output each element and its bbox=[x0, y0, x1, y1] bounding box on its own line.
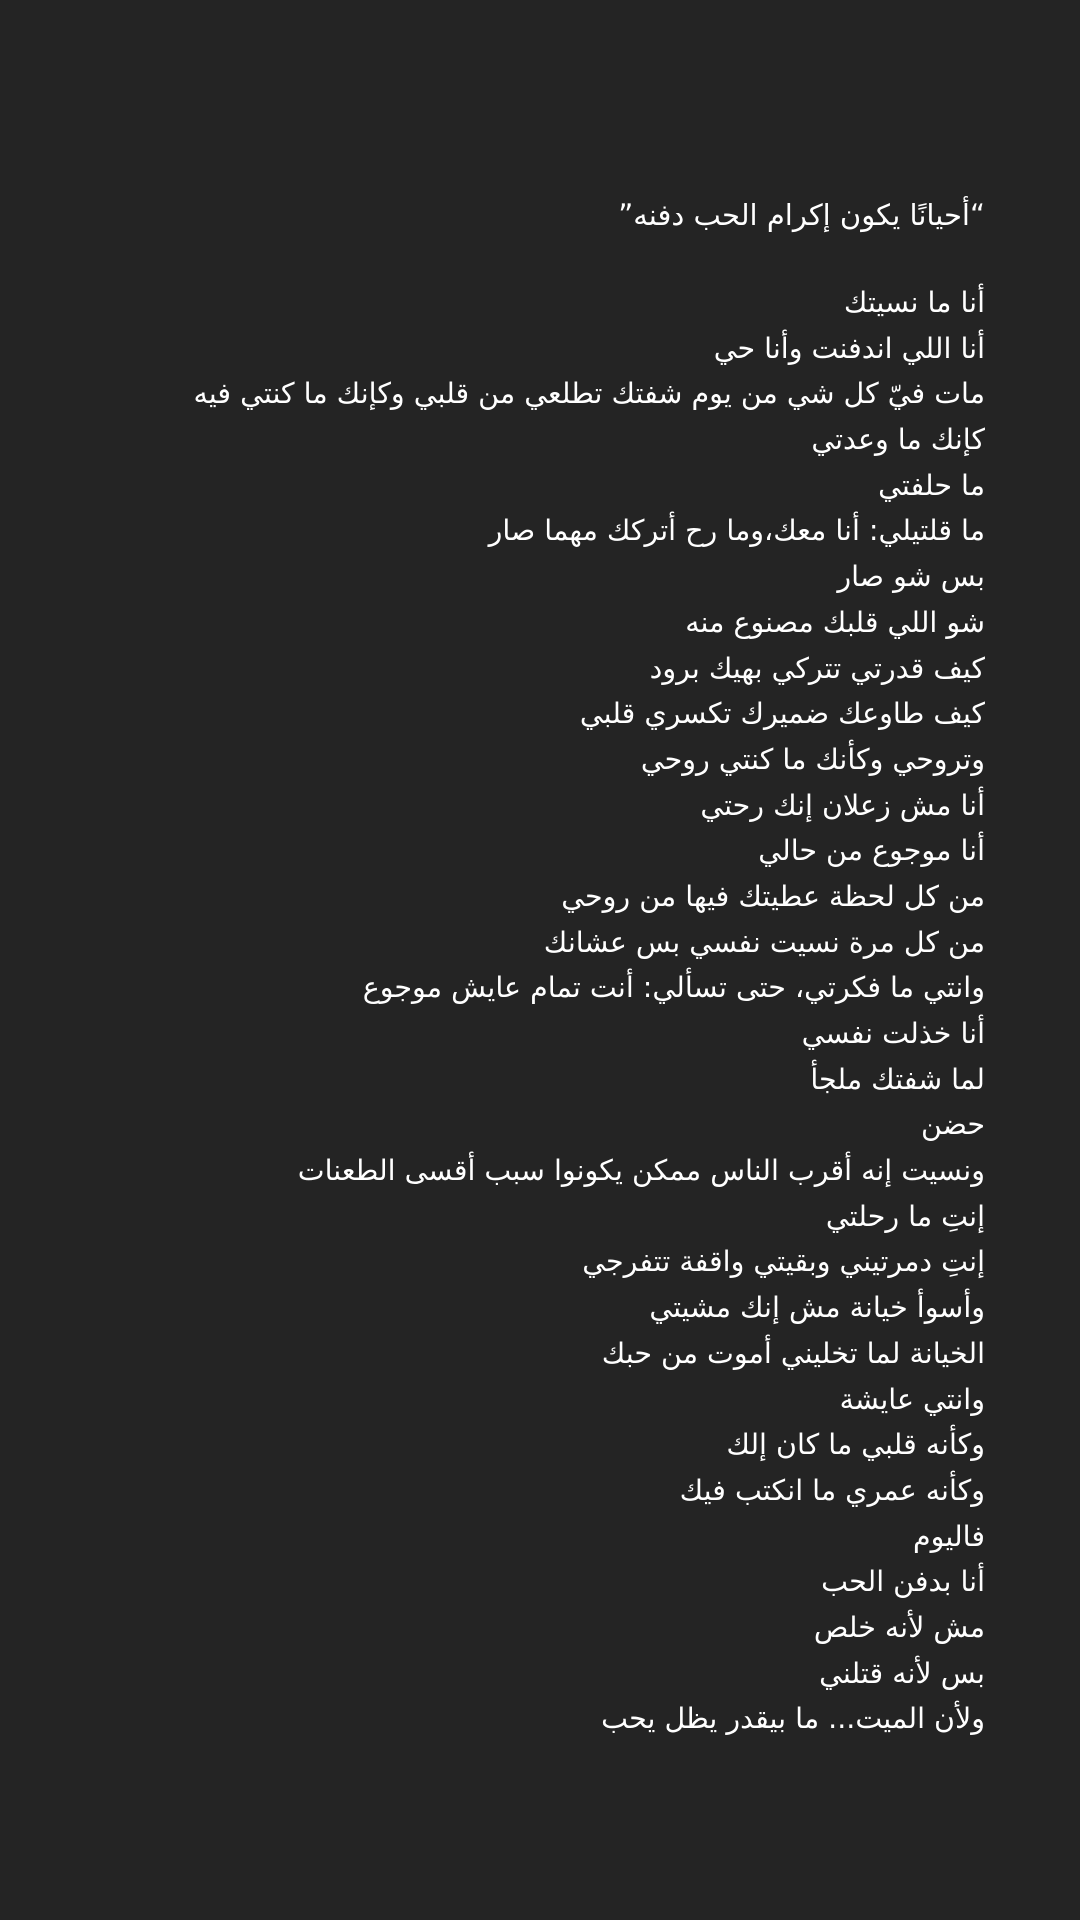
poem-line: وانتي ما فكرتي، حتى تسألي: أنت تمام عايش موجوع bbox=[362, 971, 985, 1005]
poem-line: كيف طاوعك ضميرك تكسري قلبي bbox=[579, 697, 985, 731]
poem-line: الخيانة لما تخليني أموت من حبك bbox=[601, 1336, 985, 1370]
note-body bbox=[45, 192, 985, 1742]
note-title: “أحيانًا يكون إكرام الحب دفنه” bbox=[618, 198, 985, 232]
poem-line: أنا اللي اندفنت وأنا حي bbox=[713, 331, 985, 365]
poem-line: وأسوأ خيانة مش إنك مشيتي bbox=[649, 1291, 985, 1325]
poem-line: ولأن الميت... ما بيقدر يظل يحب bbox=[601, 1702, 985, 1736]
poem-line: وتروحي وكأنك ما كنتي روحي bbox=[640, 742, 985, 776]
poem-line: ما حلفتي bbox=[878, 468, 985, 502]
poem-line: مش لأنه خلص bbox=[813, 1610, 985, 1644]
poem-line: وكأنه قلبي ما كان إلك bbox=[726, 1428, 985, 1462]
poem-line: إنتِ ما رحلتي bbox=[825, 1199, 985, 1233]
poem-line: مات فيّ كل شي من يوم شفتك تطلعي من قلبي وكإنك ما كنتي فيه bbox=[193, 377, 985, 411]
poem-line: ونسيت إنه أقرب الناس ممكن يكونوا سبب أقسى الطعنات bbox=[297, 1154, 985, 1188]
poem-line: حضن bbox=[920, 1108, 985, 1142]
poem-line: وكأنه عمري ما انكتب فيك bbox=[679, 1473, 985, 1507]
poem-lines bbox=[45, 280, 985, 1742]
poem-line: من كل مرة نسيت نفسي بس عشانك bbox=[543, 925, 985, 959]
poem-line: لما شفتك ملجأ bbox=[810, 1062, 985, 1096]
poem-line: أنا مش زعلان إنك رحتي bbox=[700, 788, 985, 822]
poem-line: من كل لحظة عطيتك فيها من روحي bbox=[561, 879, 985, 913]
poem-line: أنا بدفن الحب bbox=[821, 1565, 985, 1599]
poem-line: وانتي عايشة bbox=[839, 1382, 985, 1416]
poem-line: إنتِ دمرتيني وبقيتي واقفة تتفرجي bbox=[582, 1245, 985, 1279]
poem-line: كإنك ما وعدتي bbox=[811, 423, 985, 457]
poem-line: ما قلتيلي: أنا معك،وما رح أتركك مهما صار bbox=[488, 514, 985, 548]
poem-line: فاليوم bbox=[913, 1519, 985, 1553]
poem-line: أنا خذلت نفسي bbox=[801, 1017, 985, 1050]
poem-line: بس شو صار bbox=[837, 560, 985, 594]
poem-line: أنا ما نسيتك bbox=[843, 286, 985, 319]
poem-line: أنا موجوع من حالي bbox=[758, 834, 985, 868]
poem-line: كيف قدرتي تتركي بهيك برود bbox=[649, 651, 985, 685]
poem-line: شو اللي قلبك مصنوع منه bbox=[685, 605, 985, 639]
poem-line: بس لأنه قتلني bbox=[819, 1656, 985, 1690]
